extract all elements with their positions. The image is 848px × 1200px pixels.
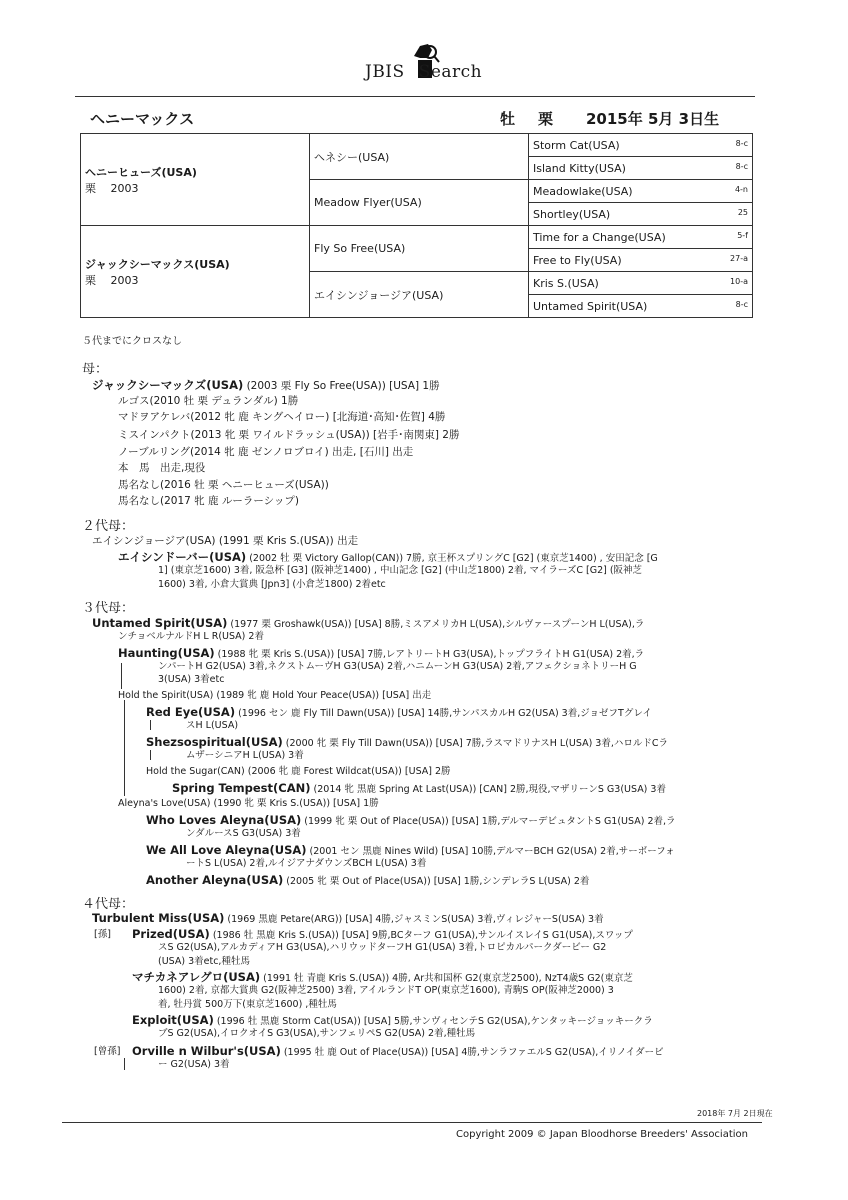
progeny-line: マドヲアケレバ(2012 牝 鹿 キングヘイロー) [北海道･高知･佐賀] 4勝 [118,411,446,423]
pedigree-g2: エイシンジョージア(USA) [310,272,529,318]
sire-detail: 栗 2003 [85,181,139,195]
as-of-date: 2018年 7月 2日現在 [697,1109,773,1118]
horse-color: 栗 [538,110,554,128]
horse-sex: 牡 [500,110,516,128]
dam-name: ジャックシーマックス(USA) [85,257,230,271]
progeny-line: (USA) 3着etc,種牡馬 [158,956,250,967]
progeny-line: ジャックシーマックズ(USA) (2003 栗 Fly So Free(USA)) [USA] 1勝 [92,378,440,392]
progeny-line: エイシンジョージア(USA) (1991 栗 Kris S.(USA)) 出走 [92,535,359,547]
progeny-line: Red Eye(USA) (1996 セン 鹿 Fly Till Dawn(USA)) [USA] 14勝,サンパスカルH G2(USA) 3着,ジョゼフTグレイ [146,705,652,719]
progeny-line: 馬名なし(2017 牝 鹿 ルーラーシップ) [118,495,300,507]
pedigree-g3: Free to Fly(USA) 27-a [529,249,753,272]
progeny-line: Orville n Wilbur's(USA) (1995 牡 鹿 Out of Place(USA)) [USA] 4勝,サンラファエルS G2(USA),イリノイダービ [132,1044,664,1058]
progeny-line: Spring Tempest(CAN) (2014 牝 黒鹿 Spring At Last(USA)) [CAN] 2勝,現役,マザリーンS G3(USA) 3着 [172,781,666,795]
progeny-line: ートS L(USA) 2着,ルイジアナダウンズBCH L(USA) 3着 [186,858,427,869]
horse-birthdate: 2015年 5月 3日生 [586,110,720,128]
progeny-line: Another Aleyna(USA) (2005 牝 栗 Out of Place(USA)) [USA] 1勝,シンデレラS L(USA) 2着 [146,873,590,887]
family-number: 5-f [737,230,748,240]
grandson-tag: [孫] [94,929,111,940]
progeny-line: ルゴス(2010 牡 栗 デュランダル) 1勝 [118,395,299,407]
progeny-line: スH L(USA) [186,720,239,731]
family-number: 8-c [735,138,748,148]
tree-connector [121,663,122,689]
pedigree-g3: Kris S.(USA) 10-a [529,272,753,295]
logo-text-jbis: JBIS [365,62,405,82]
progeny-line: Who Loves Aleyna(USA) (1999 牝 栗 Out of Place(USA)) [USA] 1勝,デルマーデビュタントS G1(USA) 2着,ラ [146,813,676,827]
progeny-line: Haunting(USA) (1988 牝 栗 Kris S.(USA)) [USA] 7勝,レアトリートH G3(USA),トップフライトH G1(USA) 2着,ラ [118,646,645,660]
header-rule [75,96,755,97]
progeny-line: マチカネアレグロ(USA) (1991 牡 青鹿 Kris S.(USA)) 4勝, Ar共和国杯 G2(東京芝2500), NzT4歳S G2(東京芝 [132,970,633,984]
family-number: 8-c [735,299,748,309]
progeny-line: 3(USA) 3着etc [158,674,225,685]
progeny-line: We All Love Aleyna(USA) (2001 セン 黒鹿 Nines Wild) [USA] 10勝,デルマーBCH G2(USA) 2着,サーボーフォ [146,843,675,857]
tree-connector [124,1058,125,1070]
sire-name: ヘニーヒューズ(USA) [85,165,197,179]
progeny-line: 馬名なし(2016 牡 栗 ヘニーヒューズ(USA)) [118,479,329,491]
pedigree-g3: Island Kitty(USA) 8-c [529,157,753,180]
pedigree-dam [81,226,310,318]
progeny-line: Shezsospiritual(USA) (2000 牝 栗 Fly Till Dawn(USA)) [USA] 7勝,ラスマドリナスH L(USA) 3着,ハロルドCラ [146,735,669,749]
pedigree-sire [81,134,310,226]
progeny-line: Hold the Spirit(USA) (1989 牝 鹿 Hold Your Peace(USA)) [USA] 出走 [118,690,432,701]
section-4th-dam: ４代母： [82,897,135,912]
progeny-line: Turbulent Miss(USA) (1969 黒鹿 Petare(ARG)) [USA] 4勝,ジャスミンS(USA) 3着,ヴィレジャーS(USA) 3着 [92,911,604,925]
great-grandson-tag: [曾孫] [94,1046,121,1057]
progeny-line: ブS G2(USA),イロクオイS G3(USA),サンフェリペS G2(USA) 2着,種牡馬 [158,1028,476,1039]
section-3rd-dam: ３代母： [82,601,135,616]
jbis-logo [360,40,490,85]
family-number: 8-c [735,161,748,171]
tree-connector [150,720,151,730]
pedigree-g3: Storm Cat(USA) 8-c [529,134,753,157]
progeny-line: 1600) 3着, 小倉大賞典 [Jpn3] (小倉芝1800) 2着etc [158,579,386,590]
progeny-line: ンダルースS G3(USA) 3着 [186,828,301,839]
horse-name: ヘニーマックス [90,110,195,128]
pedigree-g3: Shortley(USA) 25 [529,203,753,226]
progeny-line: Exploit(USA) (1996 牡 黒鹿 Storm Cat(USA)) [USA] 5勝,サンヴィセンテS G2(USA),ケンタッキージョッキークラ [132,1013,653,1027]
inbreeding-note: ５代までにクロスなし [82,336,182,347]
progeny-line: ー G2(USA) 3着 [158,1059,230,1070]
progeny-line: 1600) 2着, 京都大賞典 G2(阪神芝2500) 3着, アイルランドT OP(東京芝1600), 青駒S OP(阪神芝2000) 3 [158,985,614,996]
footer-rule [62,1122,762,1123]
pedigree-g2: Meadow Flyer(USA) [310,180,529,226]
progeny-line: ムザーシニアH L(USA) 3着 [186,750,304,761]
dam-detail: 栗 2003 [85,273,139,287]
progeny-line: ノーブルリング(2014 牝 鹿 ゼンノロブロイ) 出走, [石川] 出走 [118,446,414,458]
pedigree-g3: Time for a Change(USA) 5-f [529,226,753,249]
progeny-line: エイシンドーバー(USA) (2002 牡 栗 Victory Gallop(CAN)) 7勝, 京王杯スプリングC [G2] (東京芝1400) , 安田記念 [G [118,550,658,564]
progeny-line: Prized(USA) (1986 牡 黒鹿 Kris S.(USA)) [USA] 9勝,BCターフ G1(USA),サンルイスレイS G1(USA),スワップ [132,927,633,941]
tree-connector [124,700,125,796]
pedigree-g3: Untamed Spirit(USA) 8-c [529,295,753,318]
progeny-line: ンチョベルナルドH L R(USA) 2着 [118,631,264,642]
section-2nd-dam: ２代母： [82,519,135,534]
pedigree-g2: ヘネシー(USA) [310,134,529,180]
family-number: 10-a [730,276,748,286]
progeny-line: 本 馬 出走,現役 [118,462,206,474]
progeny-line: Untamed Spirit(USA) (1977 栗 Groshawk(USA)) [USA] 8勝,ミスアメリカH L(USA),シルヴァースプーンH L(USA),ラ [92,616,645,630]
family-number: 27-a [730,253,748,263]
logo-text-search: Search [418,62,483,82]
progeny-line: Aleyna's Love(USA) (1990 牝 栗 Kris S.(USA)) [USA] 1勝 [118,798,379,809]
progeny-line: スS G2(USA),アルカディアH G3(USA),ハリウッドターフH G1(USA) 3着,トロピカルパークダービー G2 [158,942,607,953]
pedigree-g2: Fly So Free(USA) [310,226,529,272]
progeny-line: 着, 牡丹賞 500万下(東京芝1600) ,種牡馬 [158,999,337,1010]
family-number: 4-n [734,184,748,194]
tree-connector [150,750,151,760]
progeny-line: ミスインパクト(2013 牝 栗 ワイルドラッシュ(USA)) [岩手･南関東] 2勝 [118,429,460,441]
section-dam: 母： [82,362,109,377]
copyright: Copyright 2009 © Japan Bloodhorse Breeders' Association [456,1129,748,1140]
progeny-line: 1] (東京芝1600) 3着, 阪急杯 [G3] (阪神芝1400) , 中山記念 [G2] (中山芝1800) 2着, マイラーズC [G2] (阪神芝 [158,565,643,576]
progeny-line: Hold the Sugar(CAN) (2006 牝 鹿 Forest Wildcat(USA)) [USA] 2勝 [146,766,451,777]
family-number: 25 [737,207,748,217]
progeny-line: ンパートH G2(USA) 3着,ネクストムーヴH G3(USA) 2着,ハニムーンH G3(USA) 2着,アフェクショネトリーH G [158,661,637,672]
pedigree-g3: Meadowlake(USA) 4-n [529,180,753,203]
pedigree-table [80,133,753,318]
